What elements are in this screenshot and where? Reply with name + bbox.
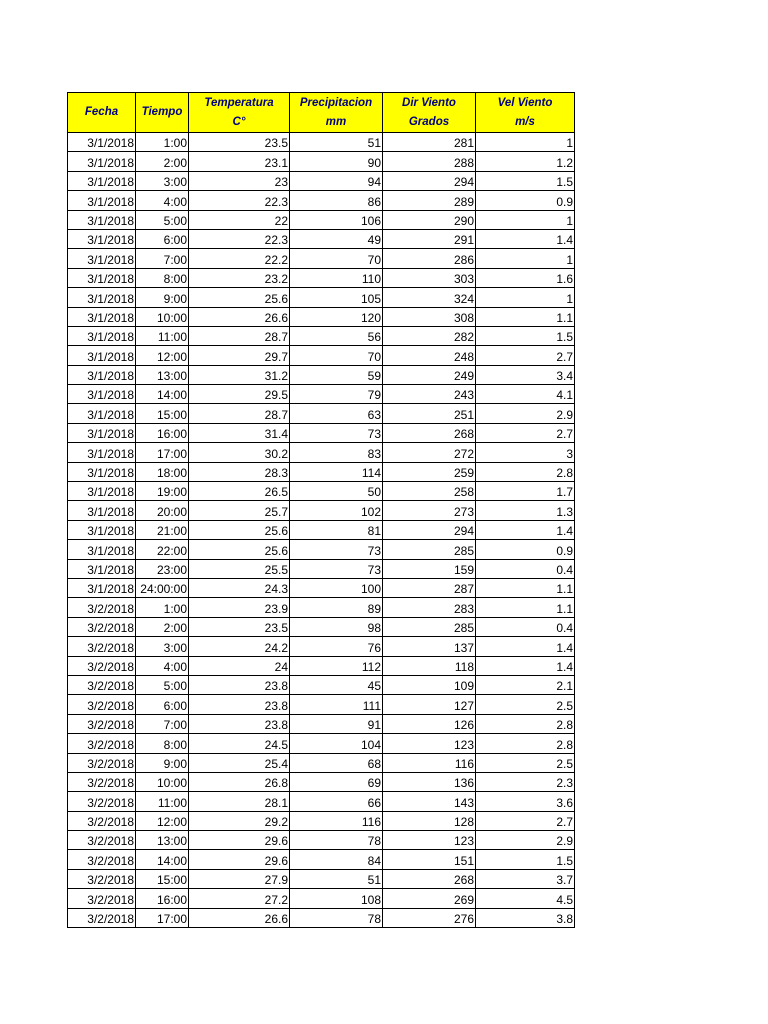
cell-vel-viento: 2.8 (476, 714, 575, 733)
cell-tiempo: 16:00 (136, 423, 189, 442)
table-header (68, 93, 575, 133)
table-row (68, 346, 575, 365)
cell-tiempo: 15:00 (136, 404, 189, 423)
cell-dir-viento: 123 (383, 831, 476, 850)
cell-vel-viento: 1.5 (476, 326, 575, 345)
cell-tiempo: 9:00 (136, 288, 189, 307)
cell-dir-viento: 294 (383, 171, 476, 190)
cell-temperatura: 23.9 (189, 598, 290, 617)
cell-temperatura: 27.2 (189, 889, 290, 908)
cell-fecha: 3/2/2018 (68, 734, 136, 753)
table-row (68, 714, 575, 733)
cell-fecha: 3/1/2018 (68, 520, 136, 539)
table-row (68, 365, 575, 384)
cell-temperatura: 27.9 (189, 869, 290, 888)
cell-dir-viento: 276 (383, 908, 476, 927)
cell-tiempo: 13:00 (136, 831, 189, 850)
cell-temperatura: 28.7 (189, 404, 290, 423)
cell-dir-viento: 259 (383, 462, 476, 481)
cell-temperatura: 25.7 (189, 501, 290, 520)
header-vel-viento: Vel Viento m/s (476, 93, 575, 133)
cell-tiempo: 8:00 (136, 734, 189, 753)
cell-vel-viento: 1.5 (476, 850, 575, 869)
cell-tiempo: 23:00 (136, 559, 189, 578)
cell-vel-viento: 1 (476, 288, 575, 307)
cell-fecha: 3/1/2018 (68, 326, 136, 345)
cell-precipitacion: 69 (290, 772, 383, 791)
cell-tiempo: 6:00 (136, 695, 189, 714)
cell-fecha: 3/2/2018 (68, 617, 136, 636)
cell-vel-viento: 0.9 (476, 540, 575, 559)
cell-tiempo: 8:00 (136, 268, 189, 287)
cell-precipitacion: 83 (290, 443, 383, 462)
cell-fecha: 3/2/2018 (68, 869, 136, 888)
cell-vel-viento: 1.2 (476, 152, 575, 171)
cell-dir-viento: 288 (383, 152, 476, 171)
cell-dir-viento: 285 (383, 617, 476, 636)
cell-fecha: 3/1/2018 (68, 288, 136, 307)
cell-fecha: 3/1/2018 (68, 133, 136, 152)
cell-precipitacion: 105 (290, 288, 383, 307)
cell-vel-viento: 2.8 (476, 734, 575, 753)
table-row (68, 753, 575, 772)
cell-vel-viento: 0.4 (476, 617, 575, 636)
cell-tiempo: 11:00 (136, 792, 189, 811)
cell-vel-viento: 0.4 (476, 559, 575, 578)
cell-dir-viento: 324 (383, 288, 476, 307)
cell-temperatura: 29.2 (189, 811, 290, 830)
cell-vel-viento: 1 (476, 133, 575, 152)
table-row (68, 889, 575, 908)
table-row (68, 307, 575, 326)
cell-fecha: 3/1/2018 (68, 229, 136, 248)
cell-temperatura: 24.3 (189, 578, 290, 597)
cell-tiempo: 18:00 (136, 462, 189, 481)
cell-temperatura: 28.3 (189, 462, 290, 481)
table-row (68, 152, 575, 171)
cell-tiempo: 10:00 (136, 307, 189, 326)
cell-temperatura: 30.2 (189, 443, 290, 462)
table-body (68, 133, 575, 928)
cell-fecha: 3/1/2018 (68, 346, 136, 365)
cell-dir-viento: 116 (383, 753, 476, 772)
table-row (68, 249, 575, 268)
cell-tiempo: 2:00 (136, 617, 189, 636)
table-row (68, 385, 575, 404)
cell-precipitacion: 86 (290, 191, 383, 210)
table-row (68, 520, 575, 539)
cell-vel-viento: 2.9 (476, 404, 575, 423)
cell-fecha: 3/1/2018 (68, 578, 136, 597)
cell-vel-viento: 1.4 (476, 520, 575, 539)
cell-fecha: 3/1/2018 (68, 482, 136, 501)
cell-precipitacion: 84 (290, 850, 383, 869)
cell-fecha: 3/2/2018 (68, 792, 136, 811)
cell-dir-viento: 159 (383, 559, 476, 578)
cell-dir-viento: 285 (383, 540, 476, 559)
cell-fecha: 3/1/2018 (68, 365, 136, 384)
cell-dir-viento: 128 (383, 811, 476, 830)
cell-temperatura: 31.2 (189, 365, 290, 384)
cell-temperatura: 24.5 (189, 734, 290, 753)
cell-temperatura: 25.6 (189, 540, 290, 559)
cell-temperatura: 25.6 (189, 520, 290, 539)
cell-dir-viento: 283 (383, 598, 476, 617)
cell-tiempo: 12:00 (136, 811, 189, 830)
cell-precipitacion: 102 (290, 501, 383, 520)
cell-temperatura: 22.3 (189, 229, 290, 248)
cell-precipitacion: 91 (290, 714, 383, 733)
cell-temperatura: 23 (189, 171, 290, 190)
cell-vel-viento: 1.1 (476, 307, 575, 326)
cell-fecha: 3/1/2018 (68, 559, 136, 578)
cell-fecha: 3/2/2018 (68, 637, 136, 656)
cell-fecha: 3/1/2018 (68, 501, 136, 520)
table-row (68, 772, 575, 791)
cell-fecha: 3/2/2018 (68, 908, 136, 927)
cell-fecha: 3/2/2018 (68, 831, 136, 850)
table-row (68, 443, 575, 462)
table-row (68, 133, 575, 152)
cell-vel-viento: 1 (476, 249, 575, 268)
table-row (68, 869, 575, 888)
cell-tiempo: 20:00 (136, 501, 189, 520)
cell-vel-viento: 3.7 (476, 869, 575, 888)
cell-vel-viento: 2.5 (476, 753, 575, 772)
cell-precipitacion: 56 (290, 326, 383, 345)
table-row (68, 191, 575, 210)
cell-dir-viento: 268 (383, 423, 476, 442)
cell-tiempo: 13:00 (136, 365, 189, 384)
cell-dir-viento: 137 (383, 637, 476, 656)
cell-vel-viento: 2.3 (476, 772, 575, 791)
cell-tiempo: 7:00 (136, 714, 189, 733)
cell-tiempo: 9:00 (136, 753, 189, 772)
cell-temperatura: 23.8 (189, 714, 290, 733)
cell-vel-viento: 2.8 (476, 462, 575, 481)
cell-dir-viento: 143 (383, 792, 476, 811)
cell-precipitacion: 59 (290, 365, 383, 384)
cell-fecha: 3/1/2018 (68, 404, 136, 423)
cell-dir-viento: 118 (383, 656, 476, 675)
cell-fecha: 3/2/2018 (68, 714, 136, 733)
cell-precipitacion: 98 (290, 617, 383, 636)
cell-vel-viento: 3.6 (476, 792, 575, 811)
table-row (68, 501, 575, 520)
table-row (68, 423, 575, 442)
cell-temperatura: 24 (189, 656, 290, 675)
cell-temperatura: 23.8 (189, 695, 290, 714)
cell-precipitacion: 63 (290, 404, 383, 423)
cell-temperatura: 31.4 (189, 423, 290, 442)
cell-precipitacion: 73 (290, 540, 383, 559)
table-row (68, 210, 575, 229)
table-row (68, 326, 575, 345)
cell-precipitacion: 73 (290, 559, 383, 578)
cell-vel-viento: 3 (476, 443, 575, 462)
cell-temperatura: 23.2 (189, 268, 290, 287)
cell-precipitacion: 79 (290, 385, 383, 404)
table-row (68, 598, 575, 617)
cell-temperatura: 25.4 (189, 753, 290, 772)
cell-fecha: 3/2/2018 (68, 753, 136, 772)
cell-fecha: 3/1/2018 (68, 191, 136, 210)
cell-precipitacion: 89 (290, 598, 383, 617)
cell-fecha: 3/1/2018 (68, 307, 136, 326)
cell-tiempo: 14:00 (136, 385, 189, 404)
header-tiempo: Tiempo (136, 93, 189, 133)
table-row (68, 734, 575, 753)
table-row (68, 850, 575, 869)
cell-tiempo: 24:00:00 (136, 578, 189, 597)
cell-dir-viento: 258 (383, 482, 476, 501)
cell-vel-viento: 1.4 (476, 656, 575, 675)
cell-fecha: 3/2/2018 (68, 695, 136, 714)
table-row (68, 540, 575, 559)
table-row (68, 617, 575, 636)
cell-precipitacion: 45 (290, 675, 383, 694)
cell-tiempo: 6:00 (136, 229, 189, 248)
cell-tiempo: 3:00 (136, 171, 189, 190)
cell-fecha: 3/1/2018 (68, 385, 136, 404)
cell-fecha: 3/2/2018 (68, 675, 136, 694)
cell-precipitacion: 104 (290, 734, 383, 753)
cell-dir-viento: 251 (383, 404, 476, 423)
cell-precipitacion: 70 (290, 249, 383, 268)
cell-tiempo: 12:00 (136, 346, 189, 365)
cell-precipitacion: 110 (290, 268, 383, 287)
cell-fecha: 3/2/2018 (68, 850, 136, 869)
cell-precipitacion: 51 (290, 869, 383, 888)
cell-dir-viento: 308 (383, 307, 476, 326)
cell-tiempo: 2:00 (136, 152, 189, 171)
cell-temperatura: 29.7 (189, 346, 290, 365)
cell-fecha: 3/2/2018 (68, 889, 136, 908)
cell-vel-viento: 2.9 (476, 831, 575, 850)
cell-tiempo: 17:00 (136, 443, 189, 462)
cell-vel-viento: 2.1 (476, 675, 575, 694)
cell-fecha: 3/1/2018 (68, 152, 136, 171)
cell-vel-viento: 1.6 (476, 268, 575, 287)
table-row (68, 831, 575, 850)
cell-precipitacion: 81 (290, 520, 383, 539)
cell-tiempo: 16:00 (136, 889, 189, 908)
cell-tiempo: 11:00 (136, 326, 189, 345)
cell-dir-viento: 289 (383, 191, 476, 210)
cell-dir-viento: 287 (383, 578, 476, 597)
cell-vel-viento: 3.8 (476, 908, 575, 927)
table-row (68, 811, 575, 830)
table-row (68, 268, 575, 287)
cell-tiempo: 5:00 (136, 210, 189, 229)
cell-vel-viento: 2.5 (476, 695, 575, 714)
table-row (68, 695, 575, 714)
cell-precipitacion: 94 (290, 171, 383, 190)
cell-vel-viento: 3.4 (476, 365, 575, 384)
cell-vel-viento: 1.4 (476, 637, 575, 656)
cell-temperatura: 22 (189, 210, 290, 229)
cell-fecha: 3/1/2018 (68, 171, 136, 190)
table-row (68, 637, 575, 656)
cell-vel-viento: 2.7 (476, 811, 575, 830)
cell-temperatura: 22.2 (189, 249, 290, 268)
table-row (68, 462, 575, 481)
cell-vel-viento: 2.7 (476, 346, 575, 365)
cell-fecha: 3/1/2018 (68, 443, 136, 462)
cell-fecha: 3/2/2018 (68, 772, 136, 791)
cell-precipitacion: 78 (290, 908, 383, 927)
cell-tiempo: 19:00 (136, 482, 189, 501)
cell-fecha: 3/2/2018 (68, 811, 136, 830)
table-row (68, 578, 575, 597)
cell-tiempo: 4:00 (136, 656, 189, 675)
cell-dir-viento: 248 (383, 346, 476, 365)
cell-temperatura: 29.6 (189, 831, 290, 850)
cell-temperatura: 23.1 (189, 152, 290, 171)
cell-dir-viento: 249 (383, 365, 476, 384)
cell-fecha: 3/1/2018 (68, 210, 136, 229)
cell-vel-viento: 1.1 (476, 598, 575, 617)
cell-precipitacion: 50 (290, 482, 383, 501)
cell-temperatura: 26.8 (189, 772, 290, 791)
cell-dir-viento: 127 (383, 695, 476, 714)
cell-vel-viento: 1.4 (476, 229, 575, 248)
cell-dir-viento: 151 (383, 850, 476, 869)
cell-temperatura: 22.3 (189, 191, 290, 210)
cell-dir-viento: 286 (383, 249, 476, 268)
cell-vel-viento: 1.1 (476, 578, 575, 597)
cell-dir-viento: 294 (383, 520, 476, 539)
cell-fecha: 3/2/2018 (68, 598, 136, 617)
cell-temperatura: 29.6 (189, 850, 290, 869)
cell-precipitacion: 68 (290, 753, 383, 772)
cell-temperatura: 26.5 (189, 482, 290, 501)
weather-data-table (67, 92, 575, 928)
cell-vel-viento: 1.7 (476, 482, 575, 501)
cell-temperatura: 28.7 (189, 326, 290, 345)
cell-tiempo: 4:00 (136, 191, 189, 210)
cell-fecha: 3/1/2018 (68, 540, 136, 559)
cell-vel-viento: 4.5 (476, 889, 575, 908)
cell-precipitacion: 106 (290, 210, 383, 229)
cell-dir-viento: 136 (383, 772, 476, 791)
table-row (68, 675, 575, 694)
cell-precipitacion: 100 (290, 578, 383, 597)
cell-tiempo: 14:00 (136, 850, 189, 869)
cell-temperatura: 24.2 (189, 637, 290, 656)
cell-precipitacion: 49 (290, 229, 383, 248)
cell-temperatura: 23.5 (189, 133, 290, 152)
table-row (68, 288, 575, 307)
table-row (68, 404, 575, 423)
cell-tiempo: 7:00 (136, 249, 189, 268)
cell-vel-viento: 1.5 (476, 171, 575, 190)
cell-dir-viento: 273 (383, 501, 476, 520)
cell-dir-viento: 109 (383, 675, 476, 694)
cell-dir-viento: 243 (383, 385, 476, 404)
header-dir-viento: Dir Viento Grados (383, 93, 476, 133)
cell-precipitacion: 116 (290, 811, 383, 830)
cell-tiempo: 15:00 (136, 869, 189, 888)
cell-tiempo: 10:00 (136, 772, 189, 791)
cell-temperatura: 23.8 (189, 675, 290, 694)
cell-tiempo: 17:00 (136, 908, 189, 927)
cell-precipitacion: 120 (290, 307, 383, 326)
cell-temperatura: 26.6 (189, 908, 290, 927)
cell-tiempo: 5:00 (136, 675, 189, 694)
cell-temperatura: 25.5 (189, 559, 290, 578)
cell-precipitacion: 70 (290, 346, 383, 365)
cell-dir-viento: 281 (383, 133, 476, 152)
table-row (68, 792, 575, 811)
cell-fecha: 3/2/2018 (68, 656, 136, 675)
cell-dir-viento: 303 (383, 268, 476, 287)
cell-dir-viento: 290 (383, 210, 476, 229)
cell-precipitacion: 66 (290, 792, 383, 811)
cell-temperatura: 29.5 (189, 385, 290, 404)
cell-tiempo: 3:00 (136, 637, 189, 656)
cell-tiempo: 21:00 (136, 520, 189, 539)
cell-vel-viento: 1 (476, 210, 575, 229)
cell-vel-viento: 0.9 (476, 191, 575, 210)
cell-tiempo: 1:00 (136, 133, 189, 152)
cell-dir-viento: 291 (383, 229, 476, 248)
table-row (68, 908, 575, 927)
cell-tiempo: 1:00 (136, 598, 189, 617)
cell-dir-viento: 272 (383, 443, 476, 462)
cell-fecha: 3/1/2018 (68, 249, 136, 268)
cell-fecha: 3/1/2018 (68, 268, 136, 287)
header-fecha: Fecha (68, 93, 136, 133)
cell-precipitacion: 111 (290, 695, 383, 714)
cell-vel-viento: 2.7 (476, 423, 575, 442)
table-row (68, 482, 575, 501)
cell-fecha: 3/1/2018 (68, 462, 136, 481)
cell-dir-viento: 282 (383, 326, 476, 345)
table-row (68, 559, 575, 578)
cell-precipitacion: 108 (290, 889, 383, 908)
cell-precipitacion: 51 (290, 133, 383, 152)
cell-precipitacion: 78 (290, 831, 383, 850)
cell-tiempo: 22:00 (136, 540, 189, 559)
cell-temperatura: 26.6 (189, 307, 290, 326)
cell-temperatura: 25.6 (189, 288, 290, 307)
header-precipitacion: Precipitacion mm (290, 93, 383, 133)
cell-fecha: 3/1/2018 (68, 423, 136, 442)
table-row (68, 229, 575, 248)
cell-dir-viento: 123 (383, 734, 476, 753)
cell-precipitacion: 73 (290, 423, 383, 442)
cell-precipitacion: 114 (290, 462, 383, 481)
table-row (68, 171, 575, 190)
cell-dir-viento: 269 (383, 889, 476, 908)
cell-vel-viento: 1.3 (476, 501, 575, 520)
cell-precipitacion: 112 (290, 656, 383, 675)
header-temperatura: Temperatura C° (189, 93, 290, 133)
cell-dir-viento: 126 (383, 714, 476, 733)
cell-precipitacion: 90 (290, 152, 383, 171)
cell-dir-viento: 268 (383, 869, 476, 888)
header-row (68, 93, 575, 133)
table-row (68, 656, 575, 675)
cell-vel-viento: 4.1 (476, 385, 575, 404)
cell-temperatura: 28.1 (189, 792, 290, 811)
cell-temperatura: 23.5 (189, 617, 290, 636)
cell-precipitacion: 76 (290, 637, 383, 656)
